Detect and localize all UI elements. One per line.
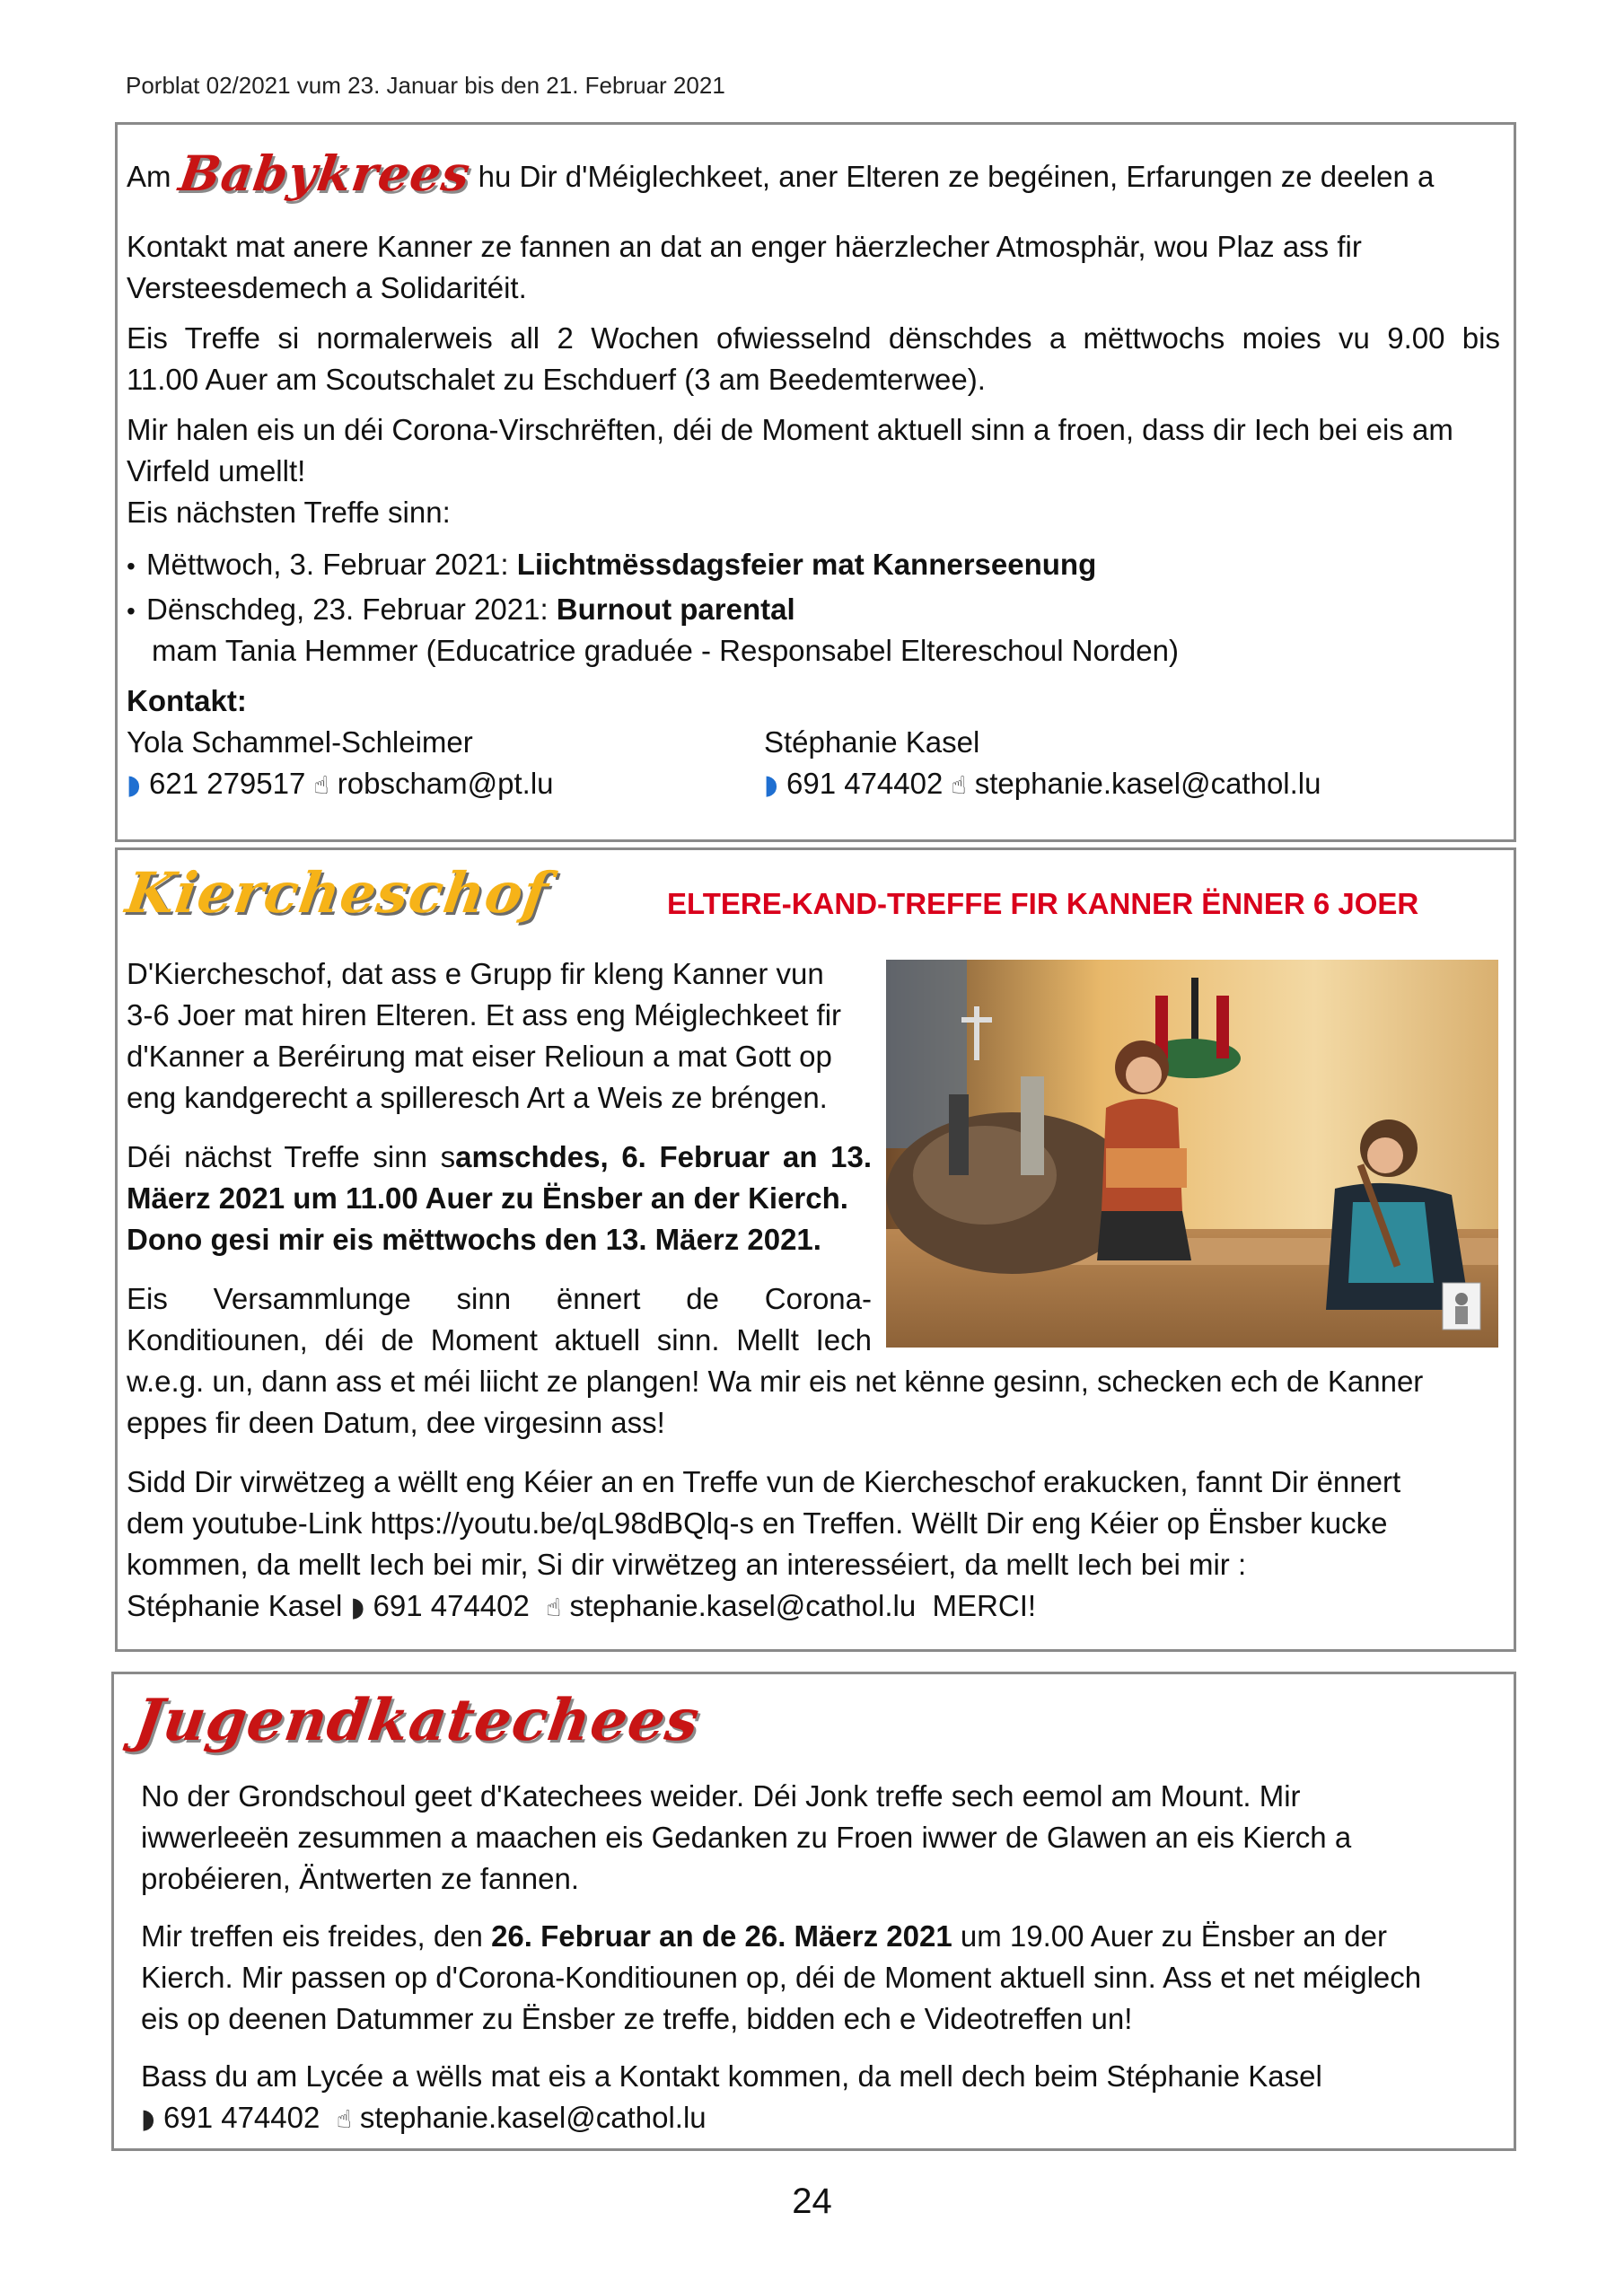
kiercheschof-heading: ELTERE-KAND-TREFFE FIR KANNER ËNNER 6 JOER <box>667 887 1419 920</box>
jugend-p3-contact: ◗ 691 474402 ☝ stephanie.kasel@cathol.lu <box>141 2096 707 2141</box>
babykrees-line3: Versteesdemech a Solidaritéit. <box>127 271 527 304</box>
babykrees-p2-l2: 11.00 Auer am Scoutschalet zu Eschduerf (3 am Beedemterwee). <box>127 363 986 396</box>
jugend-p1-l2: iwwerleeën zesummen a maachen eis Gedanken zu Froen iwwer de Glawen an eis Kierch a <box>141 1821 1352 1854</box>
kierch-p3-l3: w.e.g. un, dann ass et méi liicht ze plangen! Wa mir eis net kënne gesinn, schecken ech de Kanner <box>127 1365 1424 1398</box>
jugend-p2-l2: Kierch. Mir passen op d'Corona-Konditiounen op, déi de Moment aktuell sinn. Ass et net méiglech <box>141 1961 1422 1994</box>
photo-wreath-chain <box>1191 978 1198 1040</box>
babykrees-intro: Am Babykrees hu Dir d'Méiglechkeet, aner Elteren ze begéinen, Erfarungen ze deelen a <box>127 145 1435 202</box>
kierch-p4-l1: Sidd Dir virwëtzeg a wëllt eng Kéier an en Treffe vun de Kiercheschof erakucken, fannt Dir ënnert <box>127 1465 1401 1498</box>
mouse-pointer-icon: ☝ <box>313 770 329 800</box>
jugendkatechees-box <box>111 1672 1516 2151</box>
mouse-pointer-icon: ☝ <box>546 1593 562 1622</box>
jugend-p1-l1: No der Grondschoul geet d'Katechees weider. Déi Jonk treffe sech eemol am Mount. Mir <box>141 1779 1301 1813</box>
photo-figure-1 <box>949 1094 969 1175</box>
photo-book <box>1106 1148 1187 1188</box>
jugendkatechees-title: Jugendkatechees <box>130 1687 704 1754</box>
babykrees-bullet-1: • Mëttwoch, 3. Februar 2021: Liichtmëssdagsfeier mat Kannerseenung <box>127 543 1096 588</box>
page-number: 24 <box>792 2182 832 2221</box>
mouse-pointer-icon: ☝ <box>951 770 967 800</box>
kierch-p4-l2: dem youtube-Link https://youtu.be/qL98dBQlq-s en Treffen. Wëllt Dir eng Kéier op Ënsber kucke <box>127 1506 1388 1540</box>
kierch-p1-l4: eng kandgerecht a spilleresch Art a Weis ze bréngen. <box>127 1081 828 1114</box>
kierch-p1-l2: 3-6 Joer mat hiren Elteren. Et ass eng Méiglechkeet fir <box>127 998 842 1032</box>
jugend-p3-l1: Bass du am Lycée a wëlls mat eis a Kontakt kommen, da mell dech beim Stéphanie Kasel <box>141 2059 1322 2093</box>
phone-icon: ◗ <box>764 769 778 801</box>
kierch-p3-l2: Konditiounen, déi de Moment aktuell sinn. Mellt Iech <box>127 1323 872 1356</box>
babykrees-contact-label: Kontakt: <box>127 684 247 717</box>
phone-icon: ◗ <box>141 2103 155 2135</box>
babykrees-bullet-2-sub: mam Tania Hemmer (Educatrice graduée - Responsabel Eltereschoul Norden) <box>152 634 1179 667</box>
mouse-pointer-icon: ☝ <box>336 2104 352 2134</box>
contact2-details: ◗ 691 474402 ☝ stephanie.kasel@cathol.lu <box>764 762 1321 807</box>
contact1-email-link[interactable]: robscham@pt.lu <box>337 767 554 800</box>
kierch-p1-l1: D'Kiercheschof, dat ass e Grupp fir kleng Kanner vun <box>127 957 824 990</box>
kierch-p4-l3: kommen, da mellt Iech bei mir, Si dir virwëtzeg an interesséiert, da mellt Iech bei mir : <box>127 1548 1247 1581</box>
babykrees-bullet-2: • Dënschdeg, 23. Februar 2021: Burnout parental <box>127 588 795 633</box>
page-header: Porblat 02/2021 vum 23. Januar bis den 21. Februar 2021 <box>126 72 725 99</box>
phone-icon: ◗ <box>350 1592 365 1623</box>
jugend-p2-l1: Mir treffen eis freides, den 26. Februar an de 26. Mäerz 2021 um 19.00 Auer zu Ënsber an der <box>141 1919 1387 1953</box>
photo-person1-legs <box>1097 1211 1191 1260</box>
babykrees-p3-l3: Eis nächsten Treffe sinn: <box>127 496 451 529</box>
photo-cross-v <box>974 1006 979 1060</box>
photo-candle-2 <box>1216 996 1229 1058</box>
babykrees-p3-l1: Mir halen eis un déi Corona-Virschrëften, déi de Moment aktuell sinn a froen, dass dir Iech bei eis am <box>127 413 1453 446</box>
contact1-name: Yola Schammel-Schleimer <box>127 725 473 759</box>
kierch-p2-l3: Dono gesi mir eis mëttwochs den 13. Mäerz 2021. <box>127 1223 821 1256</box>
kiercheschof-box <box>115 847 1516 1652</box>
contact2-email-link[interactable]: stephanie.kasel@cathol.lu <box>974 767 1321 800</box>
jugend-email-link[interactable]: stephanie.kasel@cathol.lu <box>359 2101 707 2134</box>
kierch-p2-l1: Déi nächst Treffe sinn samschdes, 6. Februar an 13. <box>127 1140 872 1173</box>
photo-logo-head <box>1455 1293 1468 1305</box>
kiercheschof-title: Kiercheschof <box>121 860 553 926</box>
kierch-p1-l3: d'Kanner a Beréirung mat eiser Relioun a mat Gott op <box>127 1040 832 1073</box>
kierch-p3-l4: eppes fir deen Datum, dee virgesinn ass! <box>127 1406 665 1439</box>
photo-person2-face <box>1367 1137 1403 1173</box>
babykrees-p2-l1: Eis Treffe si normalerweis all 2 Wochen ofwiesselnd dënschdes a mëttwochs moies vu 9.00 bis <box>127 321 1500 355</box>
photo-person1-face <box>1126 1057 1162 1093</box>
bullet-icon: • <box>127 597 136 625</box>
contact2-name: Stéphanie Kasel <box>764 725 980 759</box>
kierch-email-link[interactable]: stephanie.kasel@cathol.lu <box>569 1589 917 1622</box>
kierch-p3-l1: Eis Versammlunge sinn ënnert de Corona- <box>127 1282 872 1315</box>
babykrees-line2: Kontakt mat anere Kanner ze fannen an dat an enger häerzlecher Atmosphär, wou Plaz ass fir <box>127 230 1362 263</box>
babykrees-title: Babykrees <box>175 145 474 202</box>
photo-logo-body <box>1455 1306 1468 1324</box>
kiercheschof-photo <box>886 960 1498 1348</box>
babykrees-p3-l2: Virfeld umellt! <box>127 454 306 487</box>
photo-cross-h <box>961 1017 992 1023</box>
kierch-p2-l2: Mäerz 2021 um 11.00 Auer zu Ënsber an der Kierch. <box>127 1181 848 1215</box>
bullet-icon: • <box>127 552 136 580</box>
jugend-p1-l3: probéieren, Äntwerten ze fannen. <box>141 1862 579 1895</box>
kierch-p4-contact: Stéphanie Kasel ◗ 691 474402 ☝ stephanie.kasel@cathol.lu MERCI! <box>127 1585 1036 1629</box>
contact1-details: ◗ 621 279517 ☝ robscham@pt.lu <box>127 762 554 807</box>
babykrees-box <box>115 122 1516 842</box>
jugend-p2-l3: eis op deenen Datummer zu Ënsber ze treffe, bidden ech e Videotreffen un! <box>141 2002 1133 2035</box>
photo-figure-2 <box>1021 1076 1044 1175</box>
phone-icon: ◗ <box>127 769 141 801</box>
